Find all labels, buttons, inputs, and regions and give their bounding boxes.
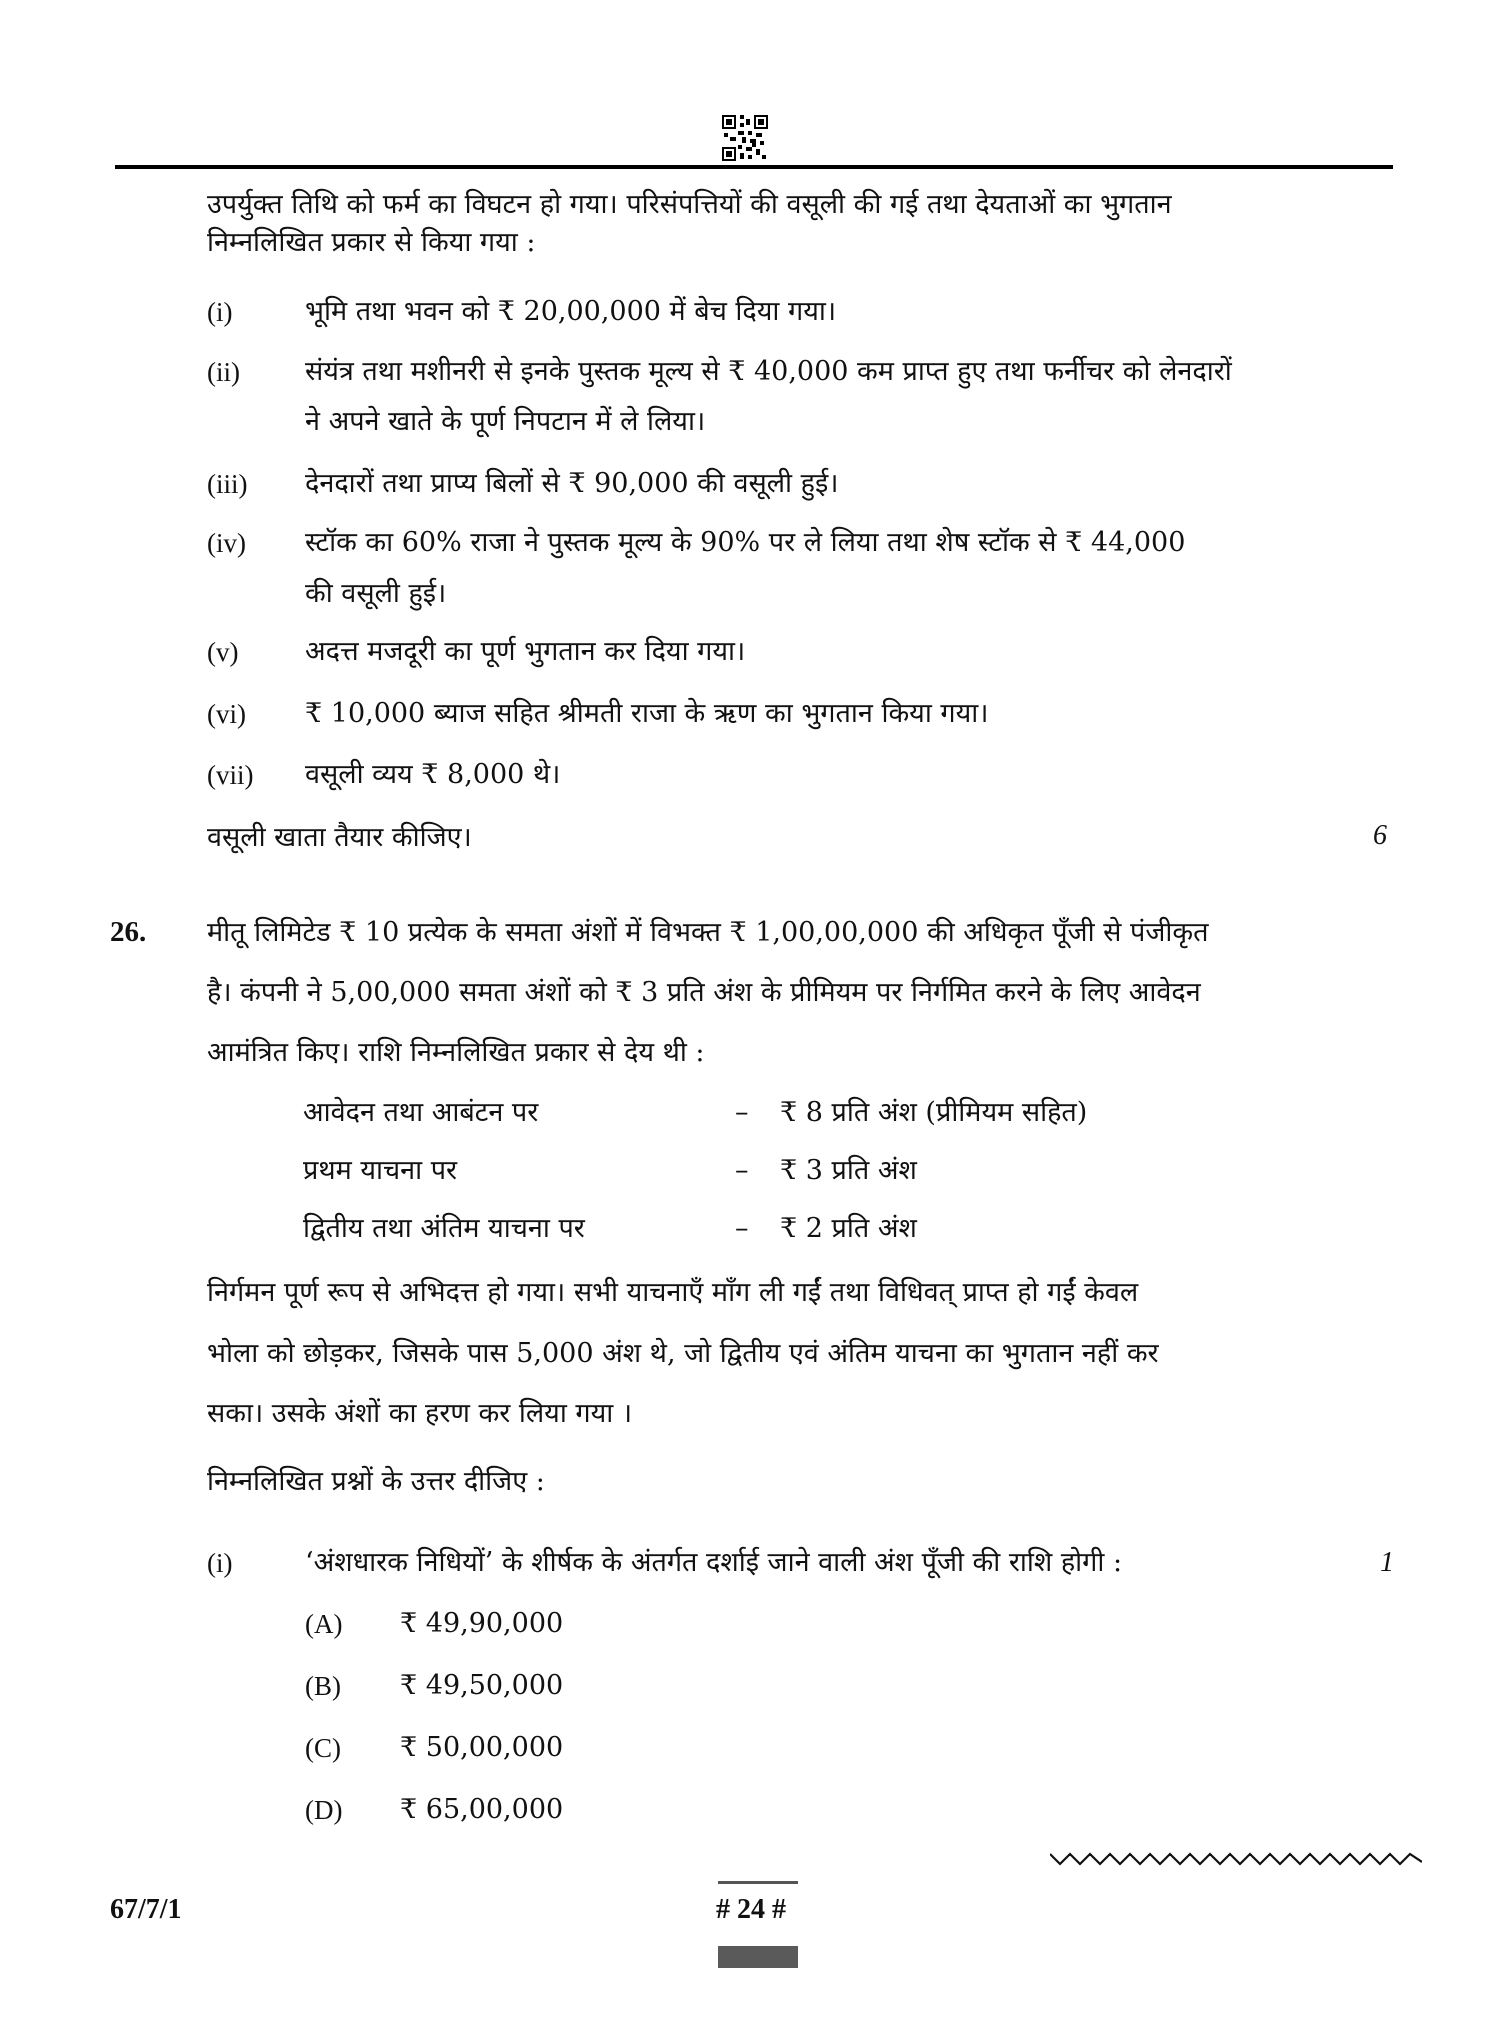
item-label: (vi): [207, 699, 246, 729]
marks-label: 1: [1380, 1547, 1394, 1578]
intro-line-1: उपर्युक्त तिथि को फर्म का विघटन हो गया। परिसंपत्तियों की वसूली की गई तथा देयताओं का भुगतान: [207, 189, 1172, 220]
item-label: (v): [207, 637, 239, 667]
item-text-continued: की वसूली हुई।: [305, 578, 447, 609]
item-text-continued: ने अपने खाते के पूर्ण निपटान में ले लिया।: [305, 406, 706, 437]
schedule-dash: –: [735, 1155, 749, 1186]
item-label: (i): [207, 297, 233, 327]
question-text-line: है। कंपनी ने 5,00,000 समता अंशों को ₹ 3 प्रति अंश के प्रीमियम पर निर्गमित करने के लिए आवेदन: [207, 977, 1201, 1008]
qr-code-icon: [722, 115, 768, 161]
schedule-stage: आवेदन तथा आबंटन पर: [303, 1097, 539, 1128]
question-text-line: मीतू लिमिटेड ₹ 10 प्रत्येक के समता अंशों में विभक्त ₹ 1,00,00,000 की अधिकृत पूँजी से पंजीकृत: [207, 917, 1209, 948]
page-number-topline: [718, 1881, 798, 1884]
marks-label: 6: [1373, 820, 1387, 851]
question-text-line: निर्गमन पूर्ण रूप से अभिदत्त हो गया। सभी याचनाएँ माँग ली गईं तथा विधिवत् प्राप्त हो गईं केवल: [207, 1277, 1139, 1308]
option-value-d: ₹ 65,00,000: [400, 1794, 564, 1825]
intro-line-2: निम्नलिखित प्रकार से किया गया :: [207, 227, 536, 258]
question-text-line: आमंत्रित किए। राशि निम्नलिखित प्रकार से देय थी :: [207, 1037, 705, 1068]
question-number: 26.: [110, 916, 147, 948]
schedule-dash: –: [735, 1097, 749, 1128]
schedule-amount: ₹ 3 प्रति अंश: [780, 1155, 917, 1186]
page-number-bar: [718, 1946, 798, 1968]
item-text: अदत्त मजदूरी का पूर्ण भुगतान कर दिया गया।: [305, 636, 746, 667]
item-text: ₹ 10,000 ब्याज सहित श्रीमती राजा के ऋण का भुगतान किया गया।: [305, 698, 989, 729]
option-label-c: (C): [305, 1733, 341, 1763]
header-rule: [115, 165, 1393, 169]
instruction-text: वसूली खाता तैयार कीजिए।: [207, 822, 472, 853]
question-text-line: सका। उसके अंशों का हरण कर लिया गया ।: [207, 1398, 633, 1429]
item-text: भूमि तथा भवन को ₹ 20,00,000 में बेच दिया गया।: [305, 296, 837, 327]
ask-text: निम्नलिखित प्रश्नों के उत्तर दीजिए :: [207, 1466, 545, 1497]
option-value-b: ₹ 49,50,000: [400, 1670, 564, 1701]
paper-code: 67/7/1: [110, 1894, 182, 1925]
schedule-amount: ₹ 2 प्रति अंश: [780, 1213, 917, 1244]
schedule-amount: ₹ 8 प्रति अंश (प्रीमियम सहित): [780, 1097, 1088, 1128]
item-label: (iv): [207, 528, 246, 558]
option-value-c: ₹ 50,00,000: [400, 1732, 564, 1763]
item-label: (iii): [207, 469, 248, 499]
item-text: देनदारों तथा प्राप्य बिलों से ₹ 90,000 की वसूली हुई।: [305, 468, 839, 499]
item-text: संयंत्र तथा मशीनरी से इनके पुस्तक मूल्य से ₹ 40,000 कम प्राप्त हुए तथा फर्नीचर को लेनदारों: [305, 356, 1232, 387]
option-label-a: (A): [305, 1609, 343, 1639]
page-number: # 24 #: [716, 1894, 786, 1925]
item-label: (ii): [207, 357, 240, 387]
item-text: स्टॉक का 60% राजा ने पुस्तक मूल्य के 90% पर ले लिया तथा शेष स्टॉक से ₹ 44,000: [305, 527, 1186, 558]
item-text: वसूली व्यय ₹ 8,000 थे।: [305, 759, 561, 790]
item-label: (vii): [207, 760, 254, 790]
continued-zigzag-icon: [1050, 1850, 1422, 1868]
option-label-b: (B): [305, 1671, 341, 1701]
option-label-d: (D): [305, 1795, 343, 1825]
sub-question-text: ‘अंशधारक निधियों’ के शीर्षक के अंतर्गत दर्शाई जाने वाली अंश पूँजी की राशि होगी :: [305, 1547, 1123, 1578]
schedule-stage: प्रथम याचना पर: [303, 1155, 458, 1186]
schedule-stage: द्वितीय तथा अंतिम याचना पर: [303, 1213, 585, 1244]
sub-question-label: (i): [207, 1548, 233, 1578]
question-text-line: भोला को छोड़कर, जिसके पास 5,000 अंश थे, जो द्वितीय एवं अंतिम याचना का भुगतान नहीं कर: [207, 1338, 1159, 1369]
schedule-dash: –: [735, 1213, 749, 1244]
option-value-a: ₹ 49,90,000: [400, 1608, 564, 1639]
